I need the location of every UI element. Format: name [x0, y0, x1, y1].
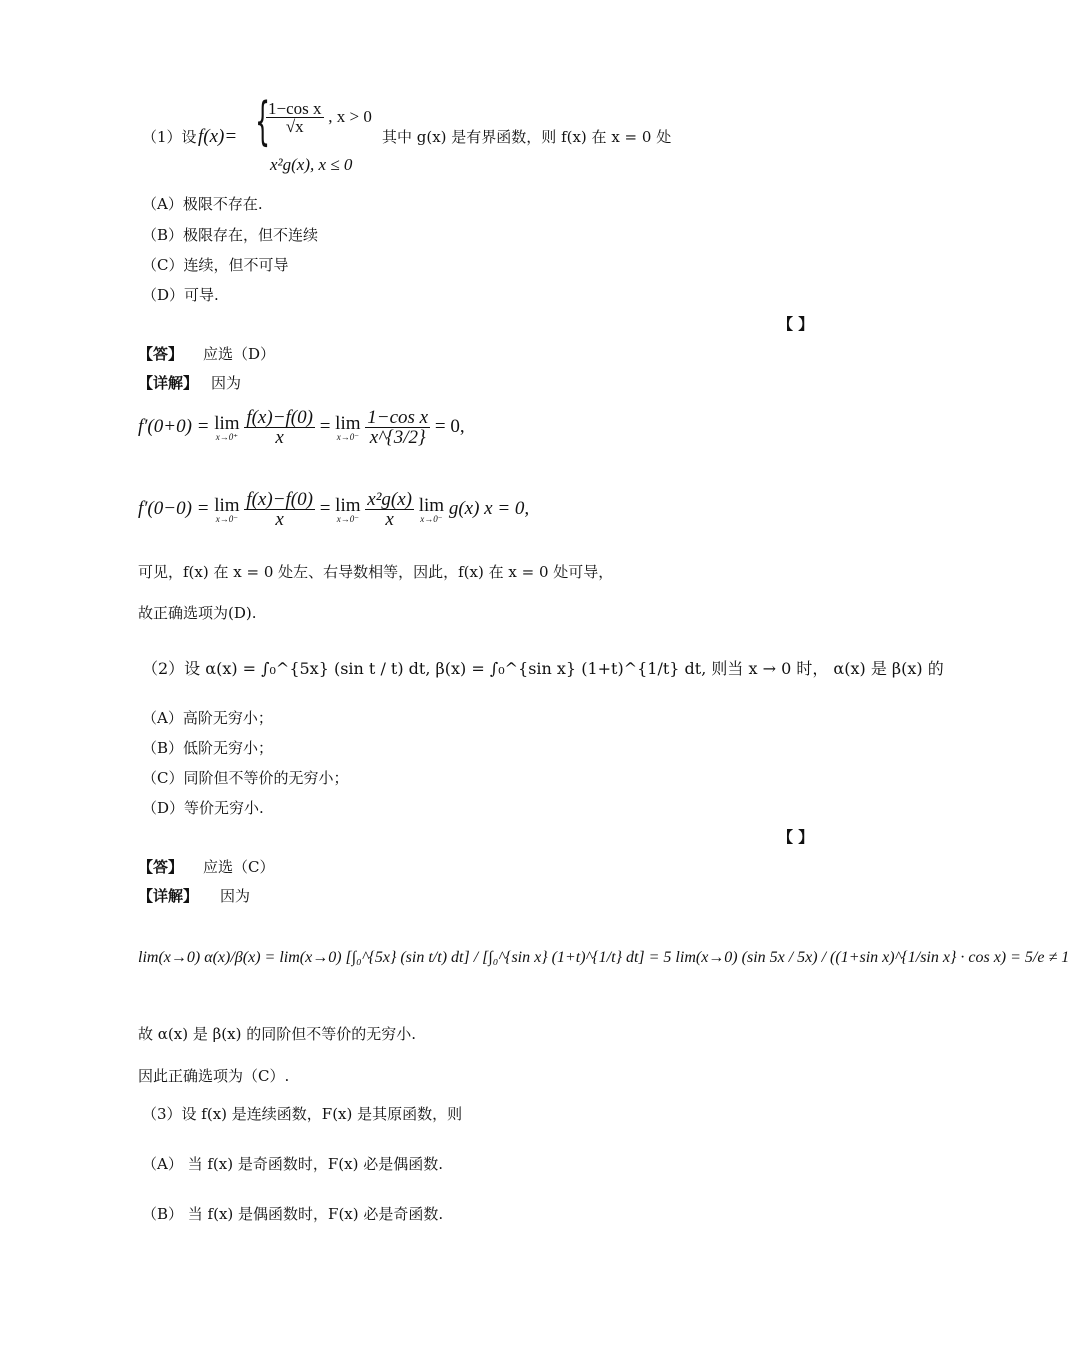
q1-eq2-lim2: lim x→0⁻ [335, 494, 361, 524]
q1-tail: 其中 g(x) 是有界函数，则 f(x) 在 x = 0 处 [382, 128, 672, 146]
q1-final: 故正确选项为(D). [138, 604, 257, 622]
q1-case1-cond: , x > 0 [328, 106, 372, 126]
q3-option-a: （A） 当 f(x) 是奇函数时，F(x) 必是偶函数. [142, 1155, 443, 1173]
q1-eq2-lim3: lim x→0⁻ [418, 494, 445, 524]
q1-option-c: （C）连续，但不可导 [142, 256, 289, 274]
q1-eq1-lim2-sub: x→0⁻ [336, 431, 359, 442]
q2-conclusion: 故 α(x) 是 β(x) 的同阶但不等价的无穷小. [138, 1025, 416, 1043]
q1-eq2-lim1-sub: x→0⁻ [215, 513, 239, 524]
q1-eq2-lim1: lim x→0⁻ [214, 494, 240, 524]
q2-option-d: （D）等价无穷小. [142, 799, 264, 817]
q1-eq2-num: f(x)−f(0) [246, 489, 313, 510]
q1-eq1-lhs: f′(0+0) = [138, 415, 215, 437]
q1-brace: { [255, 92, 270, 152]
q2-stem: （2）设 α(x) = ∫₀^{5x} (sin t / t) dt, β(x) = ∫₀^{sin x} (1+t)^{1/t} dt, 则当 x → 0 时， α(x) 是 β(x) 的 [142, 659, 944, 678]
q2-option-a: （A）高阶无穷小； [142, 709, 273, 727]
q1-lhs: f(x)= [198, 126, 238, 147]
q1-case1-den: √x [285, 117, 304, 136]
q1-eq1-den: x [275, 427, 284, 448]
q1-eq2-rhs: g(x) x = 0, [448, 497, 530, 519]
q2-option-c: （C）同阶但不等价的无穷小； [142, 769, 349, 787]
q1-eq1-den2: x^{3/2} [369, 427, 426, 448]
q1-detail-intro: 因为 [211, 374, 242, 392]
q1-eq1-rhs: = 0, [434, 415, 465, 437]
q1-conclusion: 可见，f(x) 在 x = 0 处左、右导数相等，因此，f(x) 在 x = 0 处可导， [138, 563, 614, 581]
q1-eq2: f′(0−0) = lim x→0⁻ $\frac{f(x)-f(0)}{x}$ = lim x→0⁻ $\frac{\text{x²g(x)}}{x}$ lim x→0⁻ g(x) x = 0, [138, 489, 530, 530]
q1-prefix: （1）设 [142, 128, 197, 146]
q1-eq2-den: x [275, 509, 284, 530]
q1-case2: x²g(x), x ≤ 0 [270, 155, 353, 174]
q2-detail-label: 【详解】 [138, 887, 199, 905]
q1-eq2-lim3-sub: x→0⁻ [420, 513, 443, 524]
q2-answer: 应选（C） [203, 858, 275, 876]
q3-option-b: （B） 当 f(x) 是偶函数时，F(x) 必是奇函数. [142, 1205, 444, 1223]
q1-case1 [266, 100, 372, 135]
q3-stem: （3）设 f(x) 是连续函数，F(x) 是其原函数，则 [142, 1105, 463, 1123]
q1-case1-num: 1−cos x [268, 99, 322, 118]
q1-eq1-num: f(x)−f(0) [246, 407, 313, 428]
q1-eq1: f′(0+0) = lim x→0⁺ $\frac{f(x)-f(0)}{x}$ = lim x→0⁻ $\frac{\text{1−cos x}}{x\^{}\{3/2\}}$ = 0, [138, 407, 465, 448]
q1-option-d: （D）可导. [142, 286, 219, 304]
q1-detail-label: 【详解】 [138, 374, 199, 392]
q1-answer-label: 【答】 [138, 345, 184, 363]
q2-option-b: （B）低阶无穷小； [142, 739, 274, 757]
q1-option-a: （A）极限不存在. [142, 195, 263, 213]
q1-eq1-lim1: lim x→0⁺ [214, 412, 240, 442]
q1-option-b: （B）极限存在，但不连续 [142, 226, 319, 244]
q1-eq1-lim2: lim x→0⁻ [335, 412, 361, 442]
q1-eq1-lim1-sub: x→0⁺ [215, 431, 239, 442]
q1-eq1-num2: 1−cos x [367, 407, 429, 428]
q1-eq2-lhs: f′(0−0) = [138, 497, 215, 519]
q2-answer-label: 【答】 [138, 858, 184, 876]
q2-final: 因此正确选项为（C）. [138, 1067, 290, 1085]
q1-eq2-lim2-sub: x→0⁻ [336, 513, 359, 524]
q2-detail-intro: 因为 [220, 887, 251, 905]
q2-answer-bracket: 【 】 [778, 828, 814, 846]
q1-eq2-num2: x²g(x) [367, 489, 412, 510]
q1-answer-bracket: 【 】 [778, 315, 814, 333]
q2-equation: lim(x→0) α(x)/β(x) = lim(x→0) [∫₀^{5x} (sin t/t) dt] / [∫₀^{sin x} (1+t)^{1/t} dt] = 5 lim(x→0) (sin 5x / 5x) / ((1+sin x)^{1/sin x} · cos x) = 5/e ≠ 1 [138, 949, 1069, 966]
q1-answer: 应选（D） [203, 345, 276, 363]
q1-eq2-den2: x [385, 509, 394, 530]
